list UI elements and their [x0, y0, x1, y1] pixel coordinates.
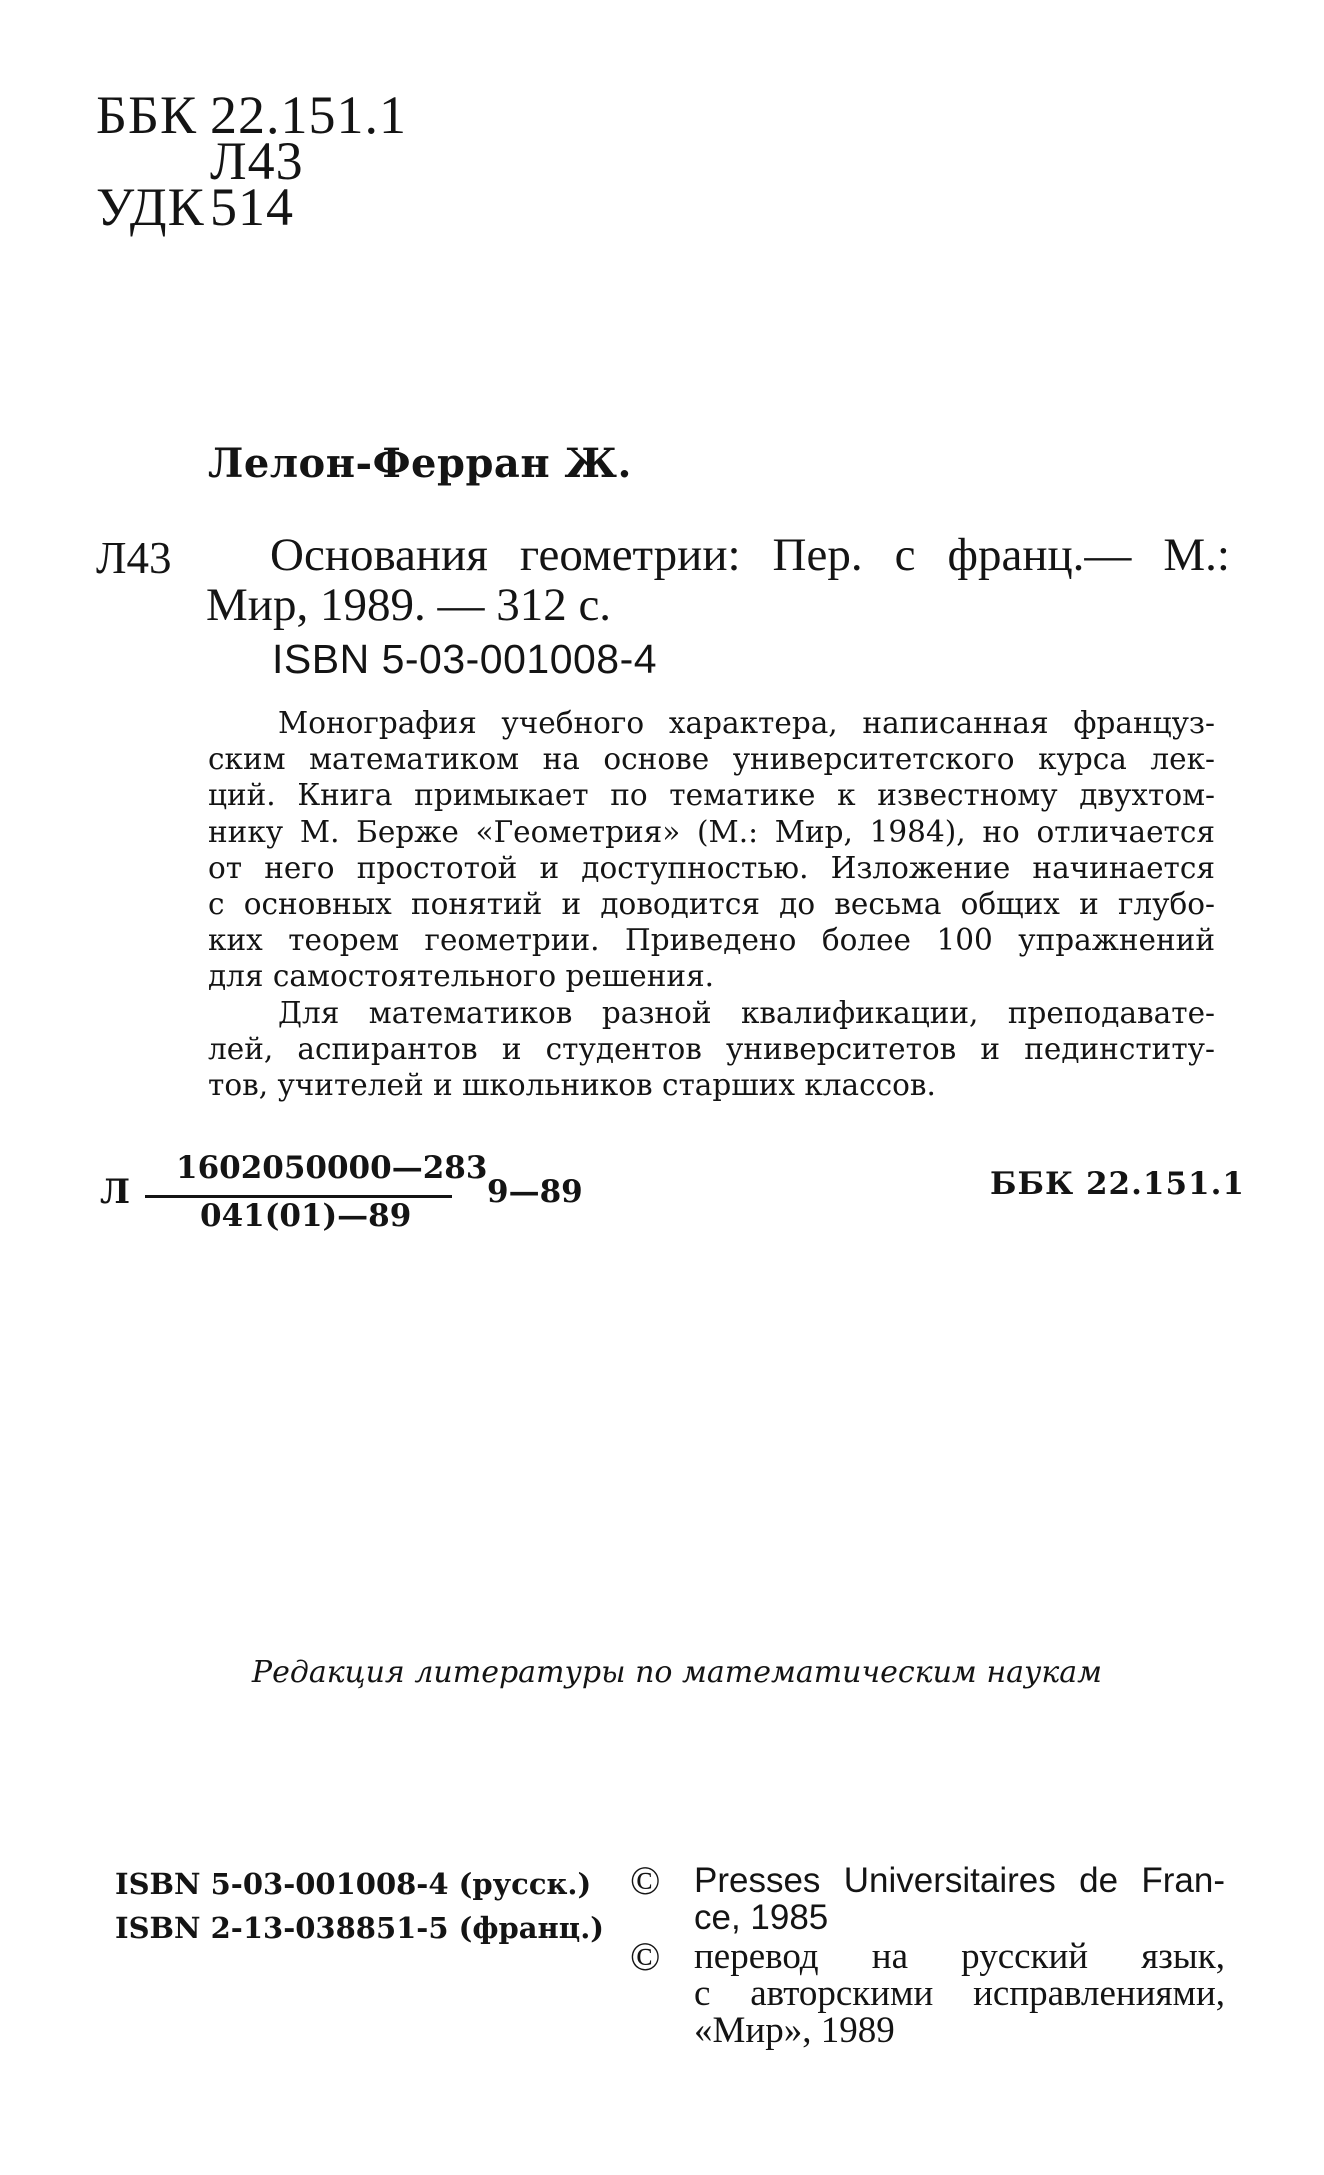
formula-numerator: 1602050000—283 — [176, 1150, 488, 1186]
formula-letter: Л — [100, 1172, 131, 1212]
annotation-line: ких теорем геометрии. Приведено более 100 упражнений — [208, 923, 1215, 958]
formula-denominator: 041(01)—89 — [200, 1198, 412, 1234]
author-name: Лелон-Ферран Ж. — [208, 440, 632, 487]
copyright-line: «Мир», 1989 — [694, 2010, 895, 2051]
copyright-block — [630, 1858, 1225, 2051]
isbn-french: ISBN 2-13-038851-5 (франц.) — [115, 1911, 605, 1945]
isbn-russian: ISBN 5-03-001008-4 (русск.) — [115, 1867, 592, 1901]
catalog-mark: Л43 — [96, 533, 172, 583]
copyright-line: Presses Universitaires de Fran- — [694, 1861, 1225, 1900]
annotation-line: ций. Книга примыкает по тематике к известному двухтом- — [208, 778, 1215, 813]
copyright-line: ce, 1985 — [694, 1898, 829, 1937]
copyright-publisher — [630, 1858, 1225, 1937]
isbn-list — [115, 1862, 604, 1950]
annotation-line: лей, аспирантов и студентов университетов и пединститу- — [208, 1031, 1215, 1066]
annotation-line: для самостоятельного решения. — [208, 959, 715, 994]
annotation-line: ским математиком на основе университетского курса лек- — [208, 742, 1215, 777]
copyright-icon: © — [630, 1934, 661, 1979]
annotation-line: Монография учебного характера, написанная француз- — [278, 706, 1215, 740]
bbk-label: ББК — [96, 85, 198, 145]
annotation — [208, 705, 1215, 1103]
copyright-line: перевод на русский язык, — [694, 1936, 1225, 1977]
bibliographic-isbn: ISBN 5-03-001008-4 — [272, 636, 658, 682]
copyright-icon: © — [630, 1858, 661, 1903]
bibliographic-publisher-line: Мир, 1989. — 312 с. — [206, 579, 612, 631]
annotation-line: Для математиков разной квалификации, преподавате- — [278, 995, 1215, 1030]
bbk-code: 22.151.1 — [210, 85, 407, 145]
udk-label: УДК — [96, 177, 205, 237]
annotation-line: тов, учителей и школьников старших классов. — [208, 1068, 936, 1103]
annotation-line: с основных понятий и доводится до весьма общих и глубо- — [208, 887, 1215, 922]
author-mark: Л43 — [210, 131, 304, 191]
copyright-line: с авторскими исправлениями, — [694, 1973, 1225, 2014]
annotation-line: от него простотой и доступностью. Изложение начинается — [208, 850, 1215, 885]
udk-code: 514 — [210, 177, 294, 237]
formula-suffix: 9—89 — [487, 1174, 583, 1210]
bibliographic-title-line: Основания геометрии: Пер. с франц.— М.: — [270, 529, 1230, 581]
editorial-note: Редакция литературы по математическим наукам — [251, 1655, 1103, 1690]
annotation-line: нику М. Берже «Геометрия» (М.: Мир, 1984), но отличается — [208, 814, 1215, 849]
copyright-translation — [630, 1934, 1225, 2051]
formula-bbk: ББК 22.151.1 — [990, 1166, 1245, 1202]
